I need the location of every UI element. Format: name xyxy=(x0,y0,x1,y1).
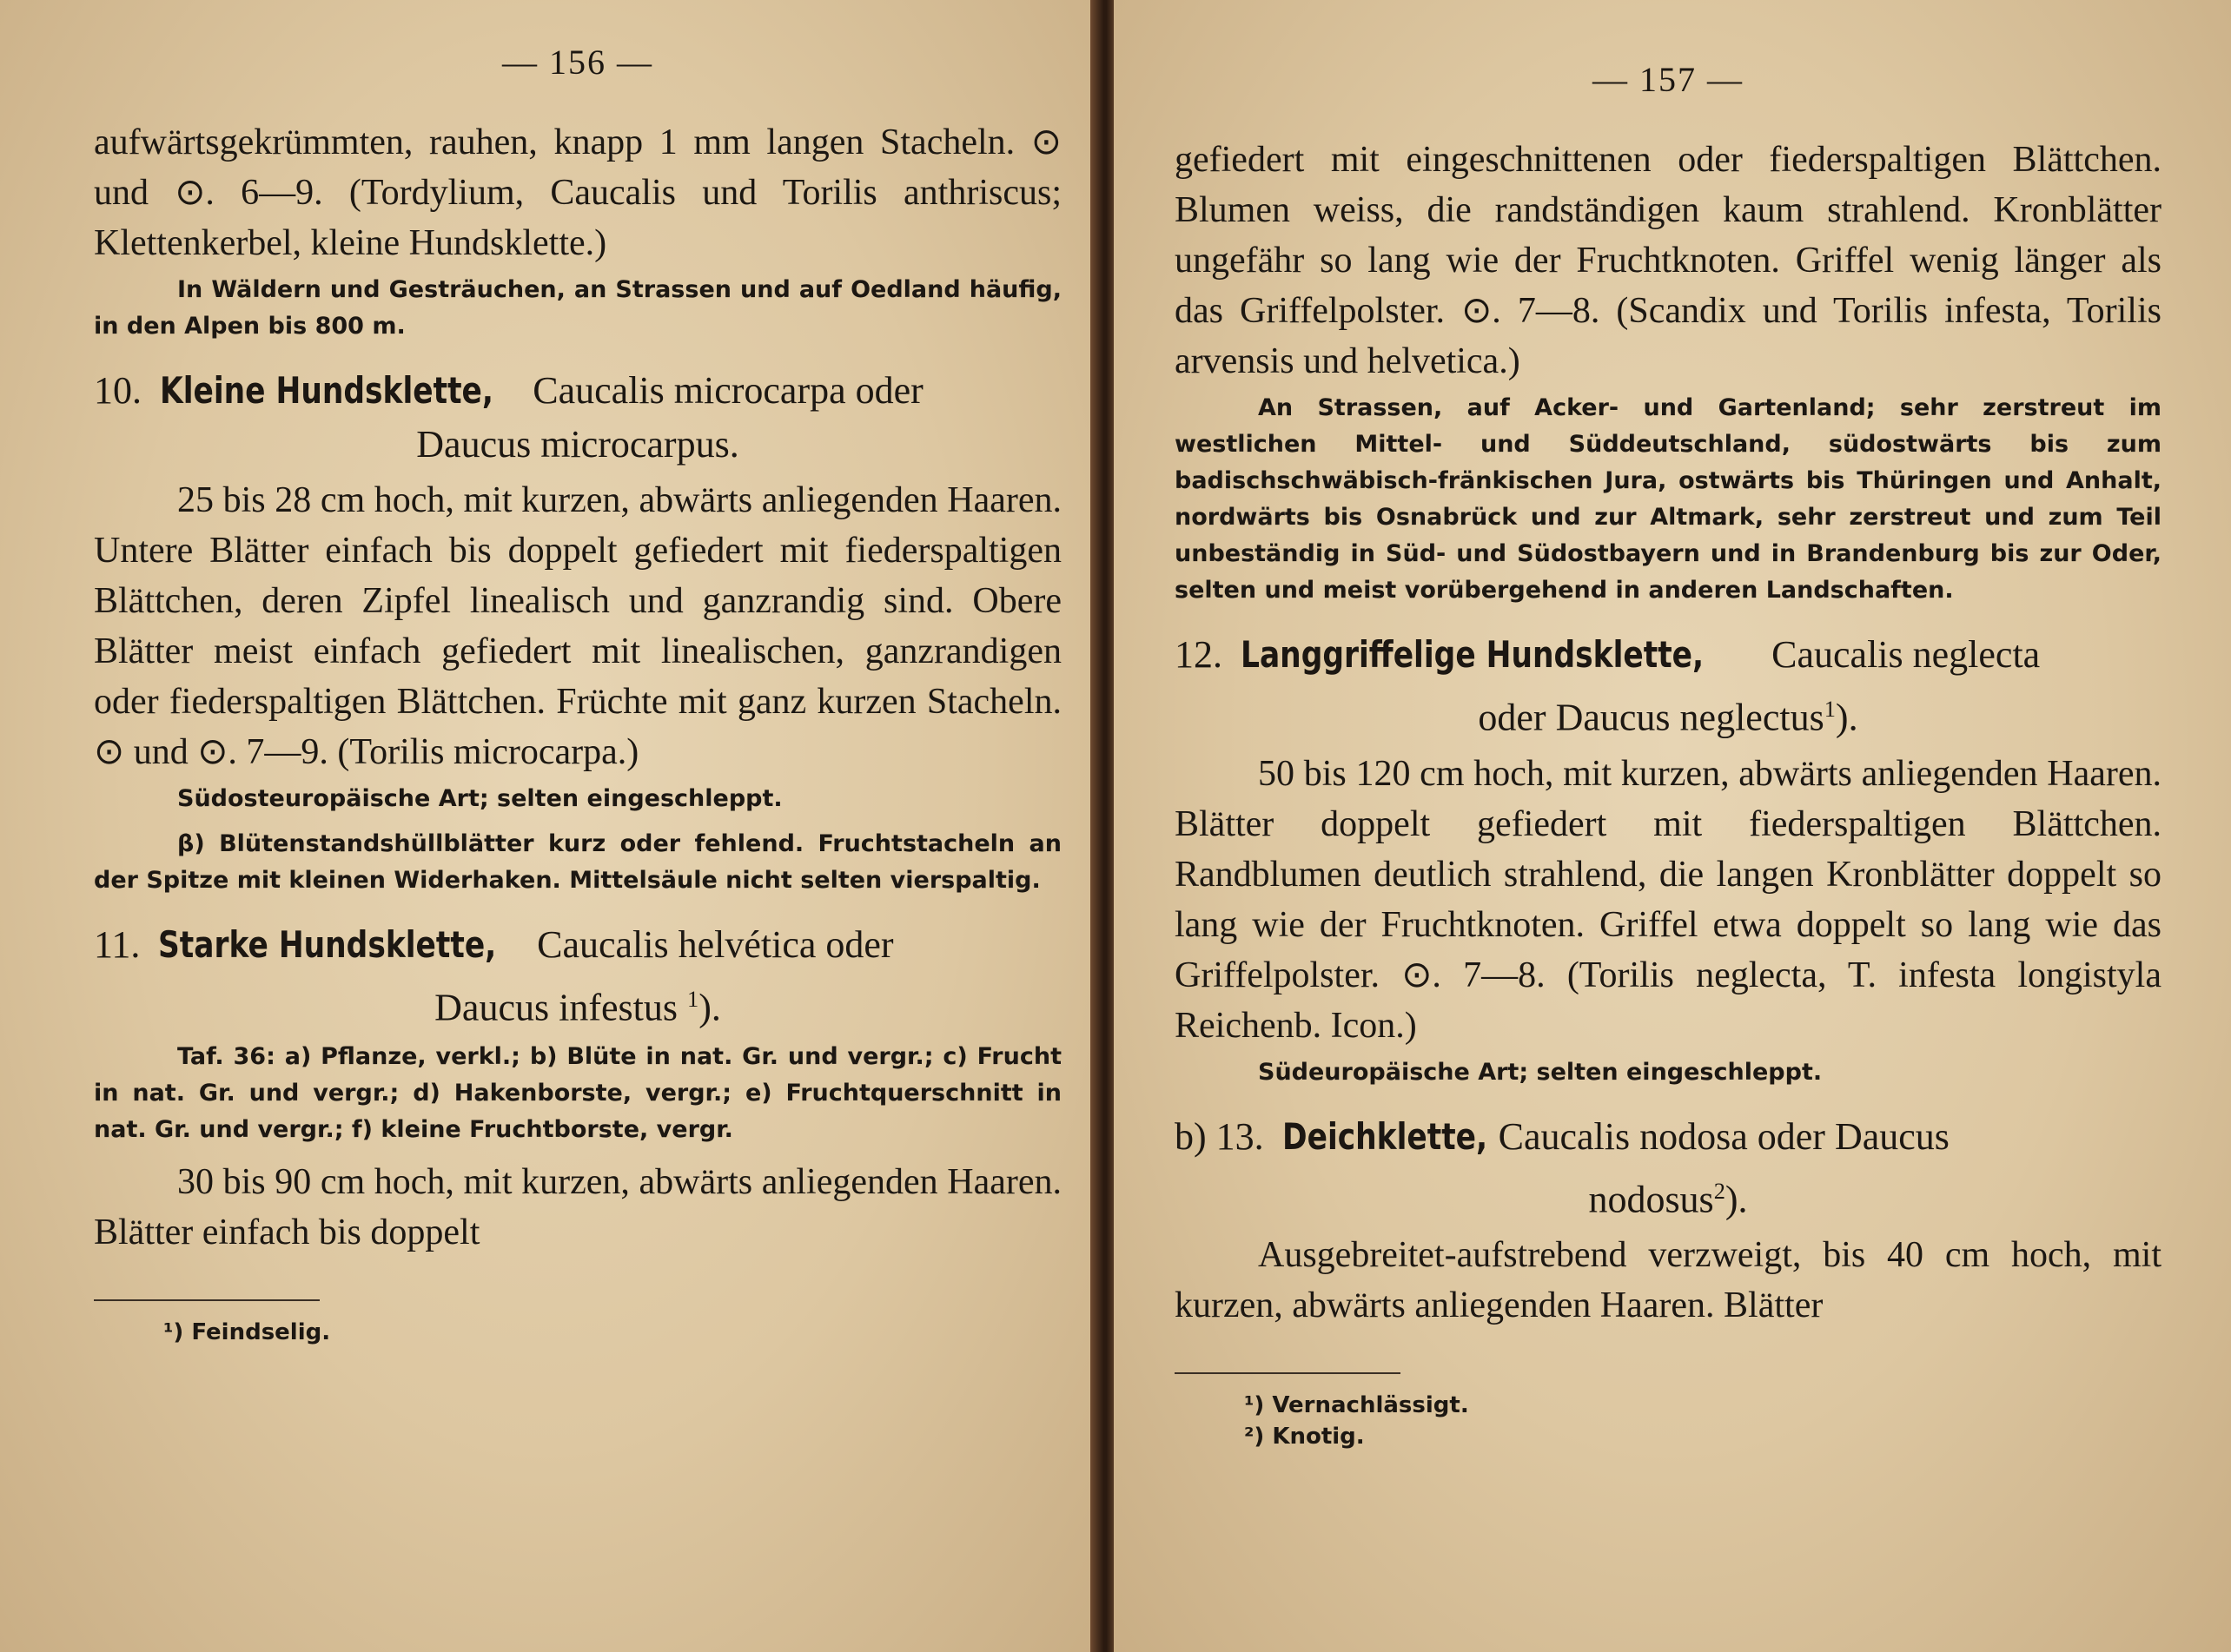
distribution-note: An Strassen, auf Acker- und Gartenland; sehr zerstreut im westlichen Mittel- und Süddeutschland, südostwärts bis zum badischschwäbisch-fränkischen Jura, ostwärts bis Thüringen und Anhalt, nordwärts bis Osnabrück und zur Altmark, sehr zerstreut und zum Teil unbeständig in Süd- und Südostbayern und in Brandenburg bis zur Oder, selten und meist vorübergehend in anderen Landschaften. xyxy=(1175,394,2161,604)
species-latin-name: Caucalis microcarpa oder xyxy=(533,369,924,412)
left-page xyxy=(0,0,1096,1652)
plate-text: a) Pflanze, verkl.; b) Blüte in nat. Gr. und vergr.; c) Frucht in nat. Gr. und vergr.; d) Hakenborste, vergr.; e) Fruchtquerschnitt in nat. Gr. und vergr.; f) kleine Fruchtborste, vergr. xyxy=(94,1042,1062,1143)
species-synonym: Daucus microcarpus. xyxy=(416,423,739,466)
species-common-name: Starke Hundsklette, xyxy=(158,923,497,966)
species-synonym-line xyxy=(1175,1164,2161,1227)
footnote-ref: 2 xyxy=(1713,1177,1725,1204)
footnote: ¹) Feindselig. xyxy=(163,1318,331,1345)
footnote-ref: 1 xyxy=(686,986,699,1012)
species-synonym: Daucus infestus xyxy=(434,986,678,1029)
paragraph: gefiedert mit eingeschnittenen oder fiederspaltigen Blättchen. Blumen weiss, die randständigen kaum strahlend. Kronblätter ungefähr so lang wie der Fruchtknoten. Griffel wenig länger als das Griffelpolster. ⊙. 7—8. (Scandix und Torilis infesta, Torilis arvensis und helvetica.) xyxy=(1175,140,2161,381)
species-description: 30 bis 90 cm hoch, mit kurzen, abwärts anliegenden Haaren. Blätter einfach bis doppelt xyxy=(94,1161,1062,1252)
species-heading-12 xyxy=(1175,628,2161,745)
page-number: — 156 — xyxy=(502,43,653,82)
species-heading-11 xyxy=(94,918,1062,1035)
species-heading-13 xyxy=(1175,1110,2161,1227)
footnote-ref: 1 xyxy=(1824,696,1836,722)
species-number: 12. xyxy=(1175,633,1222,676)
species-latin-name: Caucalis nodosa oder Daucus xyxy=(1498,1114,1950,1158)
species-number: 10. xyxy=(94,369,142,412)
species-synonym: nodosus xyxy=(1588,1178,1714,1221)
species-latin-name: Caucalis helvética oder xyxy=(537,923,894,966)
species-description: Ausgebreitet-aufstrebend verzweigt, bis 40 cm hoch, mit kurzen, abwärts anliegenden Haaren. Blätter xyxy=(1175,1235,2161,1326)
species-latin-name: Caucalis neglecta xyxy=(1771,633,2041,676)
synonym-close: ). xyxy=(1725,1178,1748,1221)
species-description: 25 bis 28 cm hoch, mit kurzen, abwärts anliegenden Haaren. Untere Blätter einfach bis doppelt gefiedert mit fiederspaltigen Blättchen, deren Zipfel linealisch und ganzrandig sind. Obere Blätter meist einfach gefiedert mit linealischen, ganzrandigen oder fiederspaltigen Blättchen. Früchte mit ganz kurzen Stacheln. ⊙ und ⊙. 7—9. (Torilis microcarpa.) xyxy=(94,480,1062,772)
plate-reference xyxy=(94,1039,1062,1148)
page-number: — 157 — xyxy=(1592,60,1744,99)
synonym-close: ). xyxy=(1835,696,1858,739)
footnote: ²) Knotig. xyxy=(1244,1424,1365,1450)
species-synonym-line xyxy=(1175,682,2161,745)
footnote: ¹) Vernachlässigt. xyxy=(1244,1392,1469,1419)
habitat-note: In Wäldern und Gesträuchen, an Strassen und auf Oedland häufig, in den Alpen bis 800 m. xyxy=(94,276,1062,340)
species-common-name: Kleine Hundsklette, xyxy=(160,369,493,412)
species-number: 11. xyxy=(94,923,141,966)
variety-note: β) Blütenstandshüllblätter kurz oder fehlend. Fruchtstacheln an der Spitze mit kleinen Widerhaken. Mittelsäule nicht selten vierspaltig. xyxy=(94,830,1062,894)
species-number: b) 13. xyxy=(1175,1114,1264,1158)
species-synonym-line xyxy=(94,972,1062,1035)
species-heading-10 xyxy=(94,364,1062,472)
species-synonym: oder Daucus neglectus xyxy=(1478,696,1824,739)
plate-label: Taf. 36: xyxy=(177,1042,275,1070)
species-common-name: Deichklette, xyxy=(1281,1114,1487,1158)
right-page xyxy=(1114,0,2231,1652)
distribution-note: Südosteuropäische Art; selten eingeschleppt. xyxy=(177,785,783,812)
footnote-divider xyxy=(1175,1372,1400,1374)
paragraph: aufwärtsgekrümmten, rauhen, knapp 1 mm langen Stacheln. ⊙ und ⊙. 6—9. (Tordylium, Caucalis und Torilis anthriscus; Klettenkerbel, kleine Hundsklette.) xyxy=(94,122,1062,263)
species-common-name: Langgriffelige Hundsklette, xyxy=(1241,633,1705,676)
footnote-divider xyxy=(94,1299,320,1301)
species-description: 50 bis 120 cm hoch, mit kurzen, abwärts anliegenden Haaren. Blätter doppelt gefiedert mit fiederspaltigen Blättchen. Randblumen deutlich strahlend, die langen Kronblätter doppelt so lang wie der Fruchtknoten. Griffel etwa doppelt so lang wie das Griffelpolster. ⊙. 7—8. (Torilis neglecta, T. infesta longistyla Reichenb. Icon.) xyxy=(1175,753,2161,1046)
synonym-close: ). xyxy=(698,986,721,1029)
distribution-note: Südeuropäische Art; selten eingeschleppt. xyxy=(1258,1058,1823,1086)
